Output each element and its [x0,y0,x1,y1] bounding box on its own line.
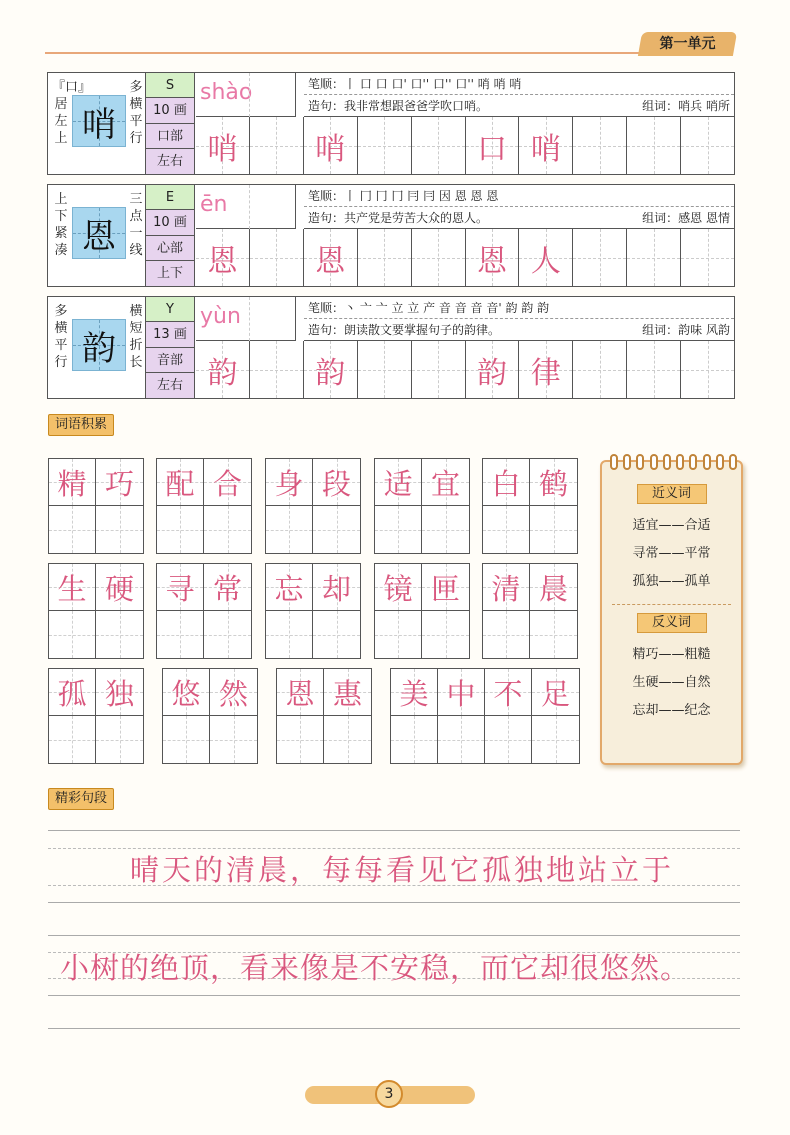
practice-cell: 恩 [466,229,520,286]
synonym-title: 近义词 [637,484,707,504]
vocab-char-cell: 寻 [157,564,204,611]
letter: Y [146,297,194,322]
section-label-passage: 精彩句段 [48,788,114,810]
structure: 左右 [156,377,183,393]
pinyin-grid [249,297,304,341]
vocab-char-cell: 独 [96,669,143,716]
sentence-example [304,207,734,229]
page-number: 3 [375,1080,403,1108]
practice-cell [250,229,304,286]
vocab-practice-cell [324,716,371,763]
vocab-char-cell: 硬 [96,564,143,611]
vocab-practice-cell [438,716,485,763]
stroke-count: 13 画 [146,322,194,347]
right-note: 多横平行 [129,80,143,146]
vocab-char-cell: 生 [49,564,96,611]
vocab-practice-cell [422,506,469,553]
practice-row [196,341,734,398]
sentence-text: 造句：我非常想跟爸爸学吹口哨。 [308,99,489,113]
radical: 口部 [146,124,194,149]
practice-cell: 口 [466,117,520,174]
vocab-word-grid [48,458,144,554]
practice-cell [627,229,681,286]
pinyin: ēn [196,185,296,229]
practice-cell [250,117,304,174]
vocab-practice-cell [49,506,96,553]
vocab-word-grid [374,458,470,554]
stroke-count: 10 画 [146,210,194,235]
vocab-practice-cell [49,716,96,763]
synonym-pair: 适宜——合适 [632,518,711,533]
practice-cell [573,341,627,398]
practice-cell: 哨 [519,117,573,174]
word-examples: 组词：感恩 恩情 [642,211,730,225]
stroke-order: 笔顺：丶 亠 亠 立 立 产 音 音 音 音' 韵 韵 韵 [304,297,734,319]
vocab-practice-cell [96,506,143,553]
vocab-char-cell: 惠 [324,669,371,716]
practice-cell: 人 [519,229,573,286]
practice-cell [358,341,412,398]
vocab-char-cell: 中 [438,669,485,716]
vocab-practice-cell [485,716,532,763]
vocab-char-cell: 适 [375,459,422,506]
sentence-text: 造句：朗读散文要掌握句子的韵律。 [308,323,501,337]
vocab-practice-cell [483,506,530,553]
vocab-char-cell: 匣 [422,564,469,611]
practice-cell [681,229,734,286]
vocab-char-cell: 足 [532,669,579,716]
vocab-practice-cell [391,716,438,763]
vocab-word-grid [374,563,470,659]
vocab-practice-cell [483,611,530,658]
vocab-word-grid [482,563,578,659]
header-rule [45,52,645,54]
vocab-practice-cell [210,716,257,763]
practice-cell [412,341,466,398]
left-note: 上下紧凑 [54,192,68,258]
char-info [145,73,195,174]
vocab-practice-cell [530,611,577,658]
notebook-divider [612,604,731,605]
practice-cell [358,117,412,174]
vocab-practice-cell [266,611,313,658]
model-character: 韵 [82,328,116,369]
antonym-pair: 生硬——自然 [632,675,711,690]
vocab-char-cell: 不 [485,669,532,716]
vocab-char-cell: 清 [483,564,530,611]
char-card-shao [47,72,735,175]
structure: 上下 [156,265,183,281]
vocab-char-cell: 美 [391,669,438,716]
practice-cell: 韵 [466,341,520,398]
stroke-count: 10 画 [146,98,194,123]
vocab-practice-cell [530,506,577,553]
vocab-practice-cell [96,716,143,763]
antonym-pair: 忘却——纪念 [632,703,711,718]
vocab-char-cell: 白 [483,459,530,506]
vocab-practice-cell [313,611,360,658]
practice-cell [573,229,627,286]
vocab-word-grid [276,668,372,764]
structure: 左右 [156,153,183,169]
model-character: 哨 [82,104,116,145]
vocab-word-grid [390,668,580,764]
model-character-box [72,319,126,371]
letter: E [146,185,194,210]
vocab-char-cell: 晨 [530,564,577,611]
synonym-pair: 寻常——平常 [632,546,711,561]
vocab-practice-cell [157,506,204,553]
char-card-yun [47,296,735,399]
practice-row [196,229,734,286]
practice-cell [412,117,466,174]
vocab-word-grid [162,668,258,764]
practice-cell [627,117,681,174]
vocab-practice-cell [49,611,96,658]
left-note: 『口』居左上 [52,80,92,146]
vocab-practice-cell [204,506,251,553]
pinyin-grid [249,73,304,117]
sentence-example [304,95,734,117]
vocab-practice-cell [422,611,469,658]
vocab-practice-cell [204,611,251,658]
practice-cell [681,341,734,398]
vocab-char-cell: 宜 [422,459,469,506]
model-character: 恩 [82,216,116,257]
practice-cell: 恩 [304,229,358,286]
vocab-char-cell: 常 [204,564,251,611]
passage-line-1: 晴天的清晨，每每看见它孤独地站立于 [130,853,675,887]
right-note: 横短折长 [129,304,143,370]
synonym-pair: 孤独——孤单 [632,574,711,589]
vocab-practice-cell [313,506,360,553]
vocab-char-cell: 镜 [375,564,422,611]
vocab-word-grid [265,458,361,554]
vocab-char-cell: 精 [49,459,96,506]
radical: 心部 [146,236,194,261]
practice-cell: 韵 [196,341,250,398]
vocab-char-cell: 忘 [266,564,313,611]
char-card-en [47,184,735,287]
vocab-char-cell: 悠 [163,669,210,716]
vocab-word-grid [48,563,144,659]
practice-cell [250,341,304,398]
vocab-practice-cell [532,716,579,763]
practice-cell [681,117,734,174]
passage-line-2: 小树的绝顶，看来像是不安稳，而它却很悠然。 [60,951,691,985]
vocab-practice-cell [96,611,143,658]
stroke-order: 笔顺：丨 口 口 口' 口'' 口'' 口'' 哨 哨 哨 [304,73,734,95]
vocab-char-cell: 段 [313,459,360,506]
char-info [145,185,195,286]
word-examples: 组词：韵味 风韵 [642,323,730,337]
vocab-word-grid [482,458,578,554]
unit-title: 第一单元 [659,36,716,52]
section-label-vocab: 词语积累 [48,414,114,436]
vocab-char-cell: 孤 [49,669,96,716]
vocab-word-grid [265,563,361,659]
sentence-text: 造句：共产党是劳苦大众的恩人。 [308,211,489,225]
notebook-rings [610,454,737,470]
vocab-practice-cell [163,716,210,763]
vocab-practice-cell [277,716,324,763]
vocab-word-grid [48,668,144,764]
vocab-char-cell: 却 [313,564,360,611]
vocab-char-cell: 身 [266,459,313,506]
unit-tab [638,32,737,56]
word-notebook [600,460,743,765]
antonym-title: 反义词 [637,613,707,633]
practice-cell [412,229,466,286]
vocab-practice-cell [266,506,313,553]
vocab-word-grid [156,563,252,659]
sentence-example [304,319,734,341]
pinyin: shào [196,73,296,117]
pinyin: yùn [196,297,296,341]
practice-cell [627,341,681,398]
char-info [145,297,195,398]
vocab-practice-cell [375,506,422,553]
vocab-char-cell: 巧 [96,459,143,506]
antonym-pair: 精巧——粗糙 [632,647,711,662]
radical: 音部 [146,348,194,373]
vocab-practice-cell [375,611,422,658]
letter: S [146,73,194,98]
practice-cell [358,229,412,286]
practice-cell: 律 [519,341,573,398]
model-character-box [72,95,126,147]
vocab-practice-cell [157,611,204,658]
practice-cell [573,117,627,174]
vocab-char-cell: 恩 [277,669,324,716]
left-note: 多横平行 [54,304,68,370]
practice-row [196,117,734,174]
vocab-word-grid [156,458,252,554]
practice-cell: 恩 [196,229,250,286]
right-note: 三点一线 [129,192,143,258]
vocab-char-cell: 合 [204,459,251,506]
pinyin-grid [249,185,304,229]
practice-cell: 哨 [196,117,250,174]
vocab-char-cell: 然 [210,669,257,716]
practice-cell: 哨 [304,117,358,174]
practice-cell: 韵 [304,341,358,398]
vocab-char-cell: 鹤 [530,459,577,506]
word-examples: 组词：哨兵 哨所 [642,99,730,113]
stroke-order: 笔顺：丨 冂 冂 冂 冃 冃 因 恩 恩 恩 [304,185,734,207]
vocab-char-cell: 配 [157,459,204,506]
model-character-box [72,207,126,259]
